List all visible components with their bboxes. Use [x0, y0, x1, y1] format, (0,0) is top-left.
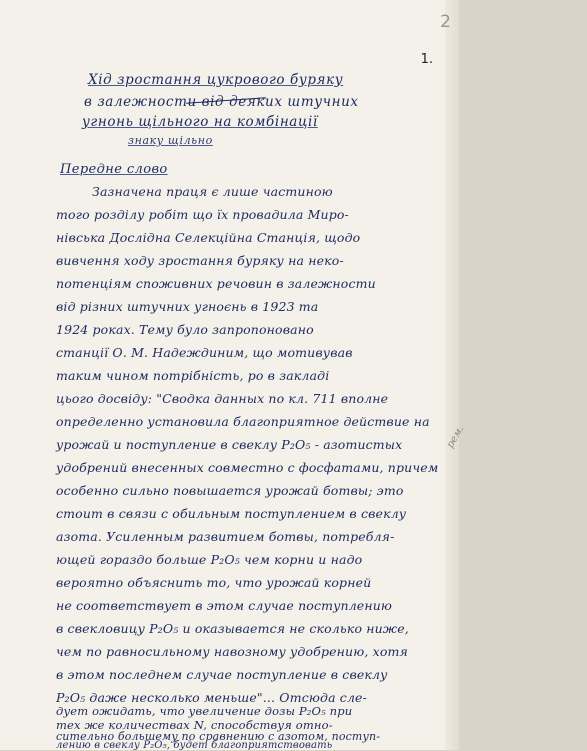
title-line-4: знаку щільно [128, 134, 213, 147]
body-line-6: від різних штучних угноєнь в 1923 та [56, 299, 319, 314]
body-line-4: вивчення ходу зростання буряку на неко- [56, 253, 344, 268]
body-line-12: урожай и поступление в свеклу P₂O₅ - азотистых [56, 437, 403, 452]
body-line-27: лению в свеклу P₂O₅, будет благоприятствовать [56, 740, 333, 751]
body-line-21: чем по равносильному навозному удобрению, хотя [56, 644, 408, 659]
body-line-11: определенно установила благоприятное действие на [56, 414, 430, 429]
body-line-14: особенно сильно повышается урожай ботвы; это [56, 483, 404, 498]
body-line-16: азота. Усиленным развитием ботвы, потребля- [56, 529, 395, 544]
body-line-20: в свекловицу P₂O₅ и оказывается не сколько ниже, [56, 621, 409, 636]
body-line-26: сительно большему по сравнению с азотом, поступ- [56, 730, 381, 743]
body-line-2: того розділу робіт що їх провадила Миро- [56, 207, 349, 222]
body-line-9: таким чином потрібність, ро в закладі [56, 368, 330, 383]
body-line-24: дует ожидать, что увеличение дозы P₂O₅ при [56, 704, 353, 718]
body-line-22: в этом последнем случае поступление в свеклу [56, 667, 388, 682]
body-line-1: Зазначена праця є лише частиною [92, 184, 333, 199]
margin-note: рем. [445, 424, 467, 451]
body-line-3: нівська Дослідна Селекційна Станція, щодо [56, 230, 361, 245]
body-line-23: P₂O₅ даже несколько меньше"... Отсюда сле- [56, 690, 367, 705]
body-line-8: станції О. М. Надеждиним, що мотивував [56, 345, 353, 360]
body-line-25: тех же количествах N, способствуя отно- [56, 718, 333, 732]
title-line-1: Хід зростання цукрового буряку [88, 72, 344, 88]
body-line-5: потенціям споживних речовин в залежности [56, 276, 376, 291]
body-line-13: удобрений внесенных совместно с фосфатами, причем [56, 460, 439, 475]
body-line-15: стоит в связи с обильным поступлением в свеклу [56, 506, 407, 521]
page-number: 1. [420, 52, 433, 67]
body-line-17: ющей гораздо больше P₂O₅ чем корни и надо [56, 552, 363, 567]
title-line-2: в залежности від деяких штучних [84, 94, 359, 110]
body-line-10: цього досвіду: "Сводка данных по кл. 711 вполне [56, 391, 389, 406]
section-heading: Передне слово [60, 162, 168, 177]
title-line-3: угнонь щільного на комбінації [82, 114, 318, 130]
body-line-19: не соответствует в этом случае поступлению [56, 598, 393, 613]
body-line-18: вероятно объяснить то, что урожай корней [56, 575, 372, 590]
archive-number: 2 [440, 12, 451, 32]
body-line-7: 1924 роках. Тему було запропоновано [56, 322, 314, 337]
